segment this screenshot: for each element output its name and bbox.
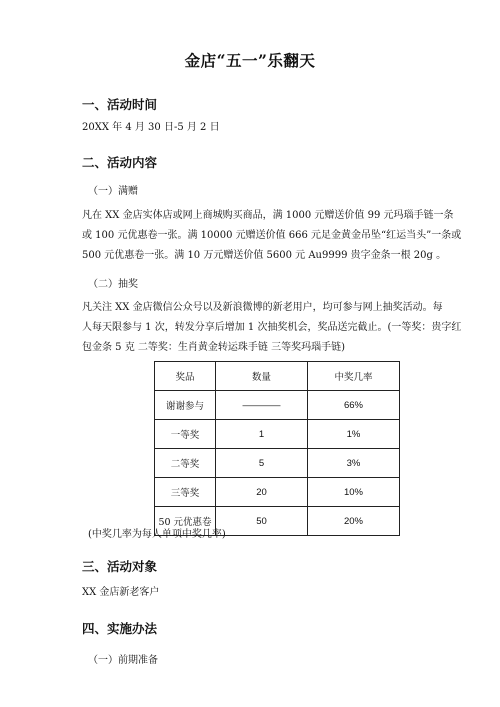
table-cell-prize: 三等奖 <box>155 478 216 507</box>
gift-paragraph-line-2: 或 100 元优惠卷一张。满 10000 元赠送价值 666 元足金黄金吊坠“红运当头”一条或 <box>82 230 462 241</box>
lottery-paragraph-line-2: 人每天限参与 1 次，转发分享后增加 1 次抽奖机会，奖品送完截止。(一等奖：贵字红 <box>82 322 462 333</box>
target-audience-text: XX 金店新老客户 <box>82 587 160 598</box>
table-cell-probability: 66% <box>308 391 400 420</box>
table-cell-probability: 10% <box>308 478 400 507</box>
table-row <box>155 391 400 420</box>
section-heading-implementation: 四、实施办法 <box>82 621 158 636</box>
section-heading-content: 二、活动内容 <box>82 155 158 170</box>
gift-paragraph-line-1: 凡在 XX 金店实体店或网上商城购买商品，满 1000 元赠送价值 99 元玛瑙手链一条 <box>82 210 454 221</box>
table-cell-quantity: 20 <box>216 478 308 507</box>
table-header-prize: 奖品 <box>155 362 216 391</box>
table-row <box>155 420 400 449</box>
lottery-paragraph-line-1: 凡关注 XX 金店微信公众号以及新浪微博的新老用户，均可参与网上抽奖活动。每 <box>82 302 443 313</box>
table-cell-probability: 3% <box>308 449 400 478</box>
table-cell-prize: 一等奖 <box>155 420 216 449</box>
table-cell-quantity: ———— <box>216 391 308 420</box>
lottery-paragraph-line-3: 包金条 5 克 二等奖：生肖黄金转运珠手链 三等奖玛瑙手链) <box>82 342 345 353</box>
table-cell-quantity: 50 <box>216 507 308 536</box>
section-heading-time: 一、活动时间 <box>82 97 158 112</box>
section-heading-target: 三、活动对象 <box>82 559 158 574</box>
subsection-lottery-label: （二）抽奖 <box>88 279 138 290</box>
subsection-preparation-label: （一）前期准备 <box>88 655 158 666</box>
table-cell-probability: 1% <box>308 420 400 449</box>
table-header-quantity: 数量 <box>216 362 308 391</box>
table-cell-quantity: 5 <box>216 449 308 478</box>
subsection-gift-label: （一）满赠 <box>88 186 138 197</box>
table-header-row <box>155 362 400 391</box>
gift-paragraph-line-3: 500 元优惠卷一张。满 10 万元赠送价值 5600 元 Au9999 贵字金条一根 20g 。 <box>82 250 447 261</box>
table-cell-prize: 二等奖 <box>155 449 216 478</box>
table-cell-probability: 20% <box>308 507 400 536</box>
table-cell-quantity: 1 <box>216 420 308 449</box>
prize-table <box>154 361 400 536</box>
table-cell-prize: 50 元优惠卷 <box>155 507 216 536</box>
table-row <box>155 478 400 507</box>
document-title: 金店“五一”乐翻天 <box>184 51 316 70</box>
probability-note: (中奖几率为每人单项中奖几率) <box>88 529 226 540</box>
table-cell-prize: 谢谢参与 <box>155 391 216 420</box>
table-row <box>155 449 400 478</box>
table-header-probability: 中奖几率 <box>308 362 400 391</box>
activity-time-text: 20XX 年 4 月 30 日-5 月 2 日 <box>82 122 220 133</box>
